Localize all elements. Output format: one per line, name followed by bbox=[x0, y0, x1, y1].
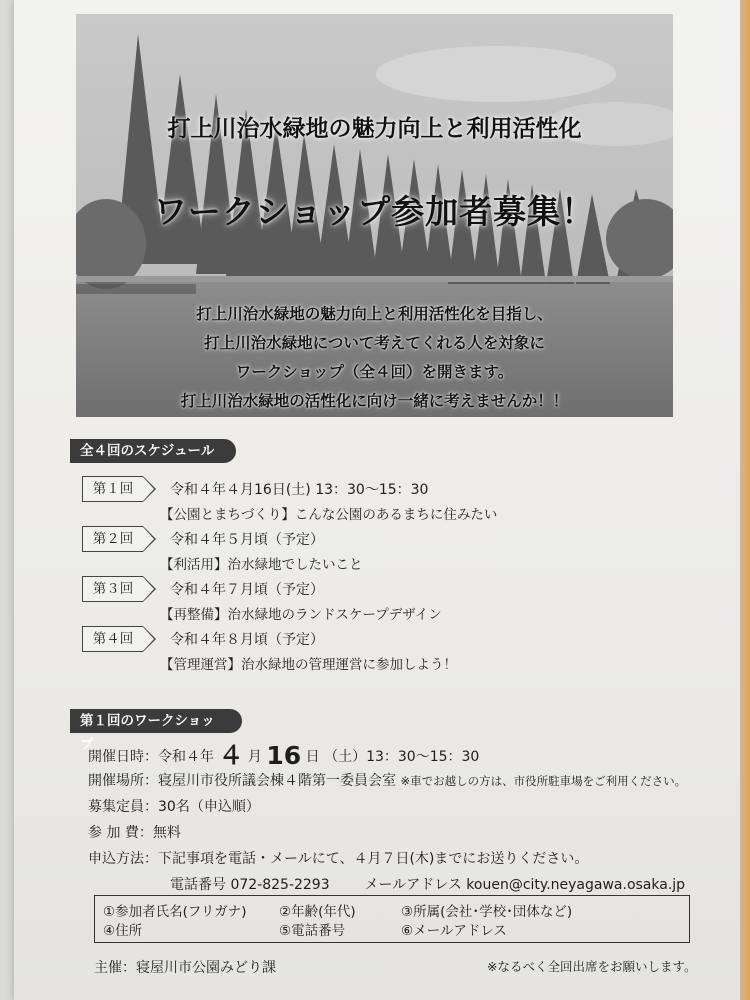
session-theme: 【管理運営】治水緑地の管理運営に参加しよう！ bbox=[160, 657, 457, 673]
venue-note: ※車でお越しの方は、市役所駐車場をご利用ください。 bbox=[400, 774, 687, 788]
workshop-heading: 第１回のワークショップ bbox=[70, 709, 242, 733]
hero-headline: ワークショップ参加者募集！ bbox=[153, 192, 596, 231]
session-item bbox=[82, 474, 682, 524]
session-theme: 【利活用】治水緑地でしたいこと bbox=[160, 557, 363, 573]
date-month: ４ bbox=[218, 741, 244, 770]
background-edge bbox=[740, 0, 750, 1000]
hero-title: 打上川治水緑地の魅力向上と利用活性化 bbox=[167, 116, 582, 142]
fee-text: 参 加 費：無料 bbox=[88, 825, 181, 841]
attendance-note: ※なるべく全回出席をお願いします。 bbox=[487, 959, 697, 974]
required-item: ⑥メールアドレス bbox=[401, 923, 507, 939]
session-item bbox=[82, 524, 682, 574]
hero-description bbox=[76, 300, 673, 416]
workshop-date-row bbox=[88, 736, 479, 772]
contact-row bbox=[170, 874, 685, 894]
date-label: 開催日時：令和４年 bbox=[88, 749, 214, 765]
required-item: ⑤電話番号 bbox=[279, 923, 346, 939]
session-date: 令和４年７月頃（予定） bbox=[170, 582, 324, 598]
session-item bbox=[82, 624, 682, 674]
session-item bbox=[82, 574, 682, 624]
date-day: 16 bbox=[266, 741, 302, 770]
session-tag: 第４回 bbox=[82, 626, 143, 652]
email-address: メールアドレス kouen@city.neyagawa.osaka.jp bbox=[364, 877, 686, 893]
required-item: ③所属(会社･学校･団体など) bbox=[401, 904, 573, 920]
session-tag: 第３回 bbox=[82, 576, 143, 602]
session-tag: 第１回 bbox=[82, 476, 143, 502]
hero-line: ワークショップ（全４回）を開きます。 bbox=[235, 363, 514, 381]
required-item: ①参加者氏名(フリガナ) bbox=[103, 904, 247, 920]
required-item: ②年齢(年代) bbox=[279, 904, 356, 920]
capacity-text: 募集定員：30名（申込順） bbox=[88, 799, 260, 815]
schedule-heading: 全４回のスケジュール bbox=[70, 439, 236, 463]
hero-line: 打上川治水緑地の活性化に向け一緒に考えませんか！！ bbox=[180, 392, 569, 410]
session-theme: 【公園とまちづくり】こんな公園のあるまちに住みたい bbox=[160, 507, 498, 523]
date-day-unit: 日 bbox=[305, 749, 320, 765]
session-theme: 【再整備】治水緑地のランドスケープデザイン bbox=[160, 607, 442, 623]
session-date: 令和４年８月頃（予定） bbox=[170, 632, 324, 648]
session-date: 令和４年４月16日(土) 13：30〜15：30 bbox=[170, 482, 429, 498]
required-item: ④住所 bbox=[103, 923, 143, 939]
date-month-unit: 月 bbox=[247, 749, 262, 765]
phone-number: 電話番号 072-825-2293 bbox=[170, 877, 330, 893]
hero-line: 打上川治水緑地の魅力向上と利用活性化を目指し、 bbox=[196, 305, 553, 323]
required-items-box bbox=[94, 895, 690, 943]
hero-line: 打上川治水緑地について考えてくれる人を対象に bbox=[204, 334, 545, 352]
date-time: （土）13：30〜15：30 bbox=[324, 749, 480, 765]
session-date: 令和４年５月頃（予定） bbox=[170, 532, 324, 548]
schedule-list bbox=[82, 474, 682, 674]
hero-photo bbox=[76, 14, 673, 417]
venue-text: 開催場所：寝屋川市役所議会棟４階第一委員会室 bbox=[88, 773, 396, 789]
organizer-text: 主催：寝屋川市公園みどり課 bbox=[94, 960, 276, 976]
apply-text: 申込方法：下記事項を電話・メールにて、４月７日(木)までにお送りください。 bbox=[88, 851, 589, 867]
workshop-venue-row bbox=[88, 770, 686, 790]
session-tag: 第２回 bbox=[82, 526, 143, 552]
